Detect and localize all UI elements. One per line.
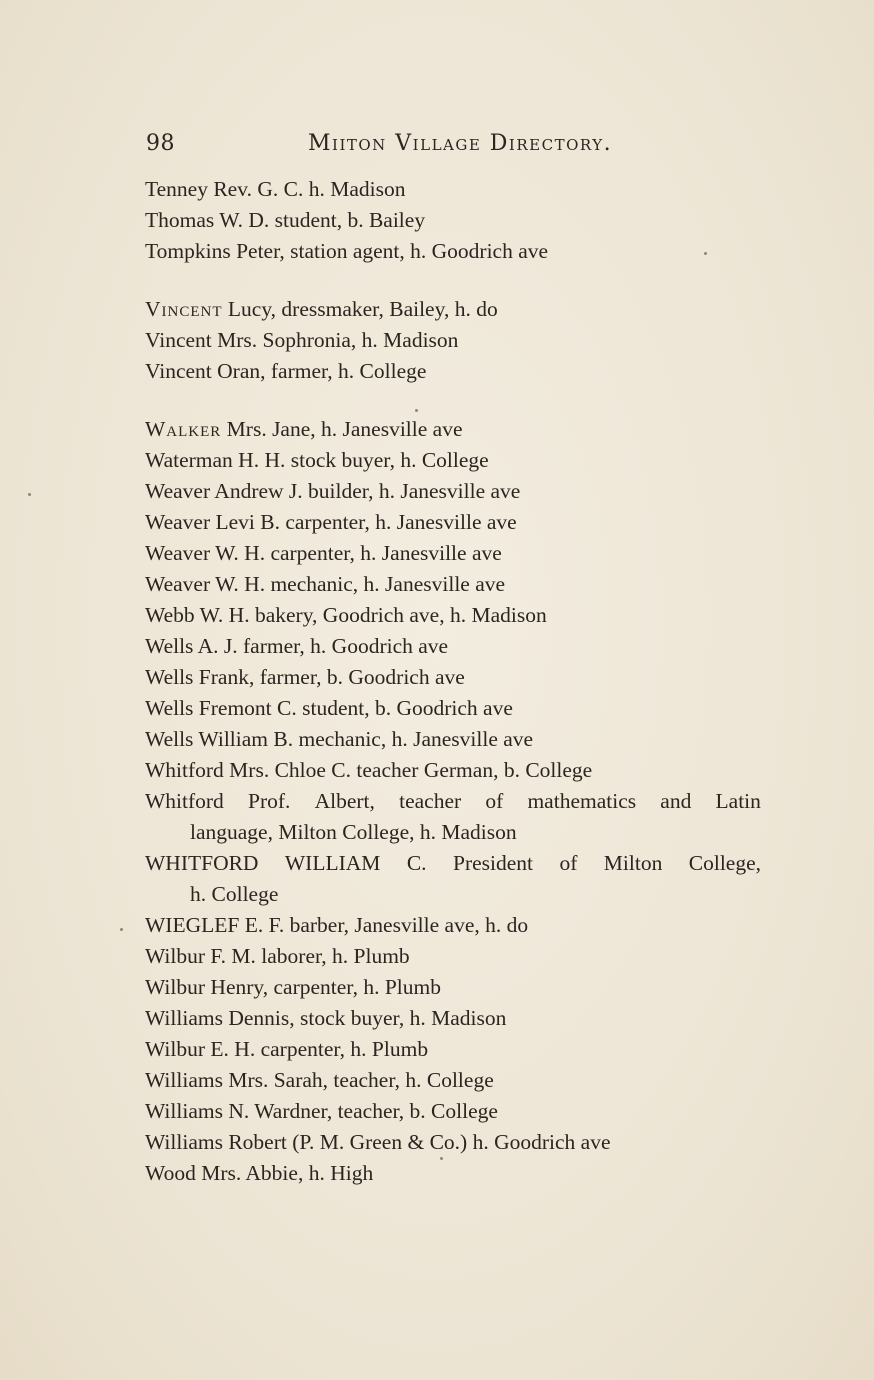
section-lead-rest: Lucy, dressmaker, Bailey, h. do: [222, 297, 498, 321]
directory-entry: Wilbur F. M. laborer, h. Plumb: [145, 944, 410, 968]
directory-entry: WIEGLEF E. F. barber, Janesville ave, h. do: [145, 913, 529, 937]
entry-word: WHITFORD: [145, 851, 259, 875]
entry-word: of: [559, 851, 578, 875]
entry-word: Prof.: [248, 789, 291, 813]
justified-entry-line: [145, 786, 761, 817]
section-gap: [145, 387, 785, 414]
ink-speck: [28, 493, 31, 496]
directory-entry: Weaver W. H. carpenter, h. Janesville ave: [145, 541, 502, 565]
justified-entry-line: [145, 848, 761, 879]
directory-entry: Thomas W. D. student, b. Bailey: [145, 208, 426, 232]
entry-word: and: [660, 789, 692, 813]
entry-word: C.: [406, 851, 427, 875]
entry-word: Latin: [715, 789, 761, 813]
section-lead-rest: Mrs. Jane, h. Janesville ave: [221, 417, 463, 441]
section-lead-entry: [145, 414, 785, 445]
directory-entry: Vincent Oran, farmer, h. College: [145, 359, 427, 383]
directory-entry: Weaver W. H. mechanic, h. Janesville ave: [145, 572, 506, 596]
page-number: 98: [146, 131, 175, 156]
directory-entry: Williams Dennis, stock buyer, h. Madison: [145, 1006, 507, 1030]
entry-word: Whitford: [145, 789, 224, 813]
ink-speck: [440, 1157, 443, 1160]
directory-entry: Wilbur E. H. carpenter, h. Plumb: [145, 1037, 429, 1061]
directory-entry: Williams Mrs. Sarah, teacher, h. College: [145, 1068, 494, 1092]
directory-entry: Wood Mrs. Abbie, h. High: [145, 1161, 374, 1185]
entry-word: President: [452, 851, 534, 875]
directory-entry: Wells William B. mechanic, h. Janesville ave: [145, 727, 534, 751]
running-title: Miiton Village Directory.: [308, 131, 613, 156]
page-header: [146, 131, 666, 161]
entry-word: Milton: [603, 851, 663, 875]
section-lead-surname: Vincent: [145, 297, 223, 321]
entry-word: College,: [688, 851, 761, 875]
directory-entry: Vincent Mrs. Sophronia, h. Madison: [145, 328, 459, 352]
entry-word: Albert,: [314, 789, 375, 813]
directory-entry: Weaver Levi B. carpenter, h. Janesville ave: [145, 510, 517, 534]
directory-entry: Wells A. J. farmer, h. Goodrich ave: [145, 634, 449, 658]
section-gap: [145, 267, 785, 294]
entry-continuation: h. College: [190, 882, 279, 906]
entry-word: WILLIAM: [284, 851, 381, 875]
section-lead-entry: [145, 294, 785, 325]
directory-entries: [145, 174, 785, 1189]
directory-entry: Williams Robert (P. M. Green & Co.) h. Goodrich ave: [145, 1130, 611, 1154]
directory-entry: Williams N. Wardner, teacher, b. College: [145, 1099, 498, 1123]
directory-entry: Whitford Mrs. Chloe C. teacher German, b. College: [145, 758, 593, 782]
entry-word: teacher: [399, 789, 462, 813]
entry-continuation: language, Milton College, h. Madison: [190, 820, 517, 844]
entry-word: of: [485, 789, 504, 813]
directory-entry: Weaver Andrew J. builder, h. Janesville ave: [145, 479, 521, 503]
directory-entry: Webb W. H. bakery, Goodrich ave, h. Madison: [145, 603, 547, 627]
ink-speck: [704, 252, 707, 255]
ink-speck: [415, 409, 418, 412]
directory-entry: Wells Frank, farmer, b. Goodrich ave: [145, 665, 465, 689]
directory-entry: Wilbur Henry, carpenter, h. Plumb: [145, 975, 442, 999]
directory-entry: Tenney Rev. G. C. h. Madison: [145, 177, 406, 201]
section-lead-surname: Walker: [145, 417, 222, 441]
entry-word: mathematics: [527, 789, 637, 813]
ink-speck: [120, 928, 123, 931]
directory-entry: Tompkins Peter, station agent, h. Goodrich ave: [145, 239, 549, 263]
directory-entry: Waterman H. H. stock buyer, h. College: [145, 448, 489, 472]
directory-entry: Wells Fremont C. student, b. Goodrich ave: [145, 696, 513, 720]
